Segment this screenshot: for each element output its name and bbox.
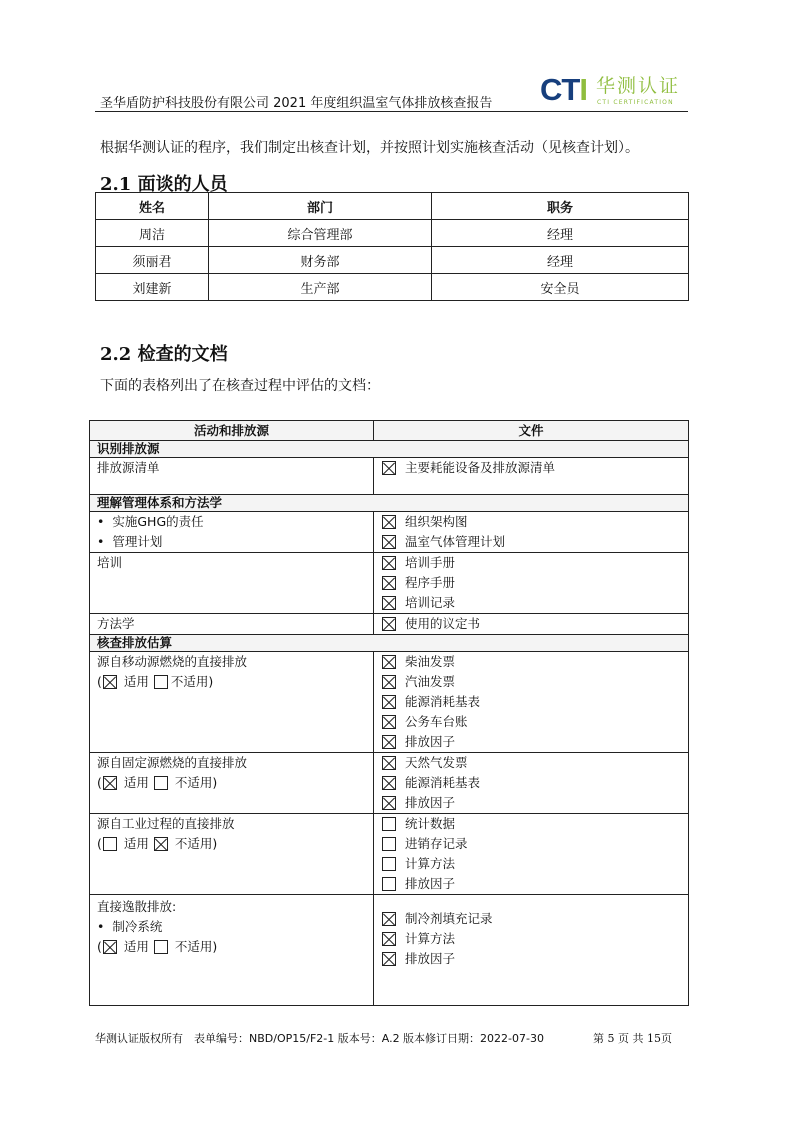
cti-logo [540,72,690,110]
doc-item: 柴油发票 [382,652,688,672]
doc-item: 排放因子 [382,732,688,752]
logo-cn-text: 华测认证 [596,75,681,97]
section-heading-documents: 2.2 检查的文档 [100,344,228,365]
doc-item: 排放因子 [382,874,688,894]
cell-dept: 生产部 [209,274,432,301]
doc-item: 培训记录 [382,593,688,613]
empty-box-icon [382,857,396,871]
table-header-row [90,421,689,441]
activity-label: 直接逸散排放: [97,899,177,914]
table-row [90,458,689,495]
cell-name: 须丽君 [96,247,209,274]
logo-en-text: CTI CERTIFICATION [597,99,674,106]
empty-box-icon [382,837,396,851]
doc-item: 温室气体管理计划 [382,532,688,552]
table-row [90,652,689,753]
activity-label: 源自固定源燃烧的直接排放 [97,755,248,770]
cell-name: 刘建新 [96,274,209,301]
checked-box-icon [382,655,396,669]
cell-dept: 综合管理部 [209,220,432,247]
empty-box-icon [382,817,396,831]
col-dept: 部门 [209,193,432,220]
activity-cell [90,753,374,814]
cell-role: 经理 [432,220,689,247]
table-row [90,614,689,635]
table-header-row [96,193,689,220]
empty-box-icon [154,940,168,954]
checked-box-icon [103,940,117,954]
doc-item: 能源消耗基表 [382,692,688,712]
section-row-identify: 识别排放源 [90,441,689,458]
activity-bullet: • 实施GHG的责任 [97,512,373,532]
doc-item: 进销存记录 [382,834,688,854]
doc-item: 汽油发票 [382,672,688,692]
table-row [96,274,689,301]
checked-box-icon [382,617,396,631]
footer-copyright: 华测认证版权所有 表单编号：NBD/OP15/F2-1 版本号：A.2 版本修订日期：2022-07-30 [95,1032,544,1045]
table-row [90,512,689,553]
applicability: ( 适用 不适用) [97,775,218,790]
checked-box-icon [382,576,396,590]
intro-paragraph: 根据华测认证的程序，我们制定出核查计划，并按照计划实施核查活动（见核查计划）。 [100,140,639,156]
activity-cell: 排放源清单 [90,458,374,495]
checked-box-icon [382,912,396,926]
interview-table [95,192,689,301]
docs-cell [374,652,689,753]
cell-role: 经理 [432,247,689,274]
activity-cell [90,652,374,753]
applicability: ( 适用 不适用) [97,939,218,954]
applicability: ( 适用 不适用) [97,836,218,851]
checked-box-icon [382,756,396,770]
docs-cell [374,614,689,635]
doc-item: 培训手册 [382,553,688,573]
checked-box-icon [382,596,396,610]
docs-cell [374,753,689,814]
checked-box-icon [382,461,396,475]
activity-cell [90,895,374,1006]
checked-box-icon [382,776,396,790]
checked-box-icon [382,952,396,966]
checked-box-icon [382,796,396,810]
checked-box-icon [103,675,117,689]
table-row [90,553,689,614]
section-heading-interviews: 2.1 面谈的人员 [100,174,228,195]
doc-item: 天然气发票 [382,753,688,773]
documents-table [89,420,689,1006]
activity-cell: 方法学 [90,614,374,635]
footer-page-number: 第 5 页 共 15页 [593,1032,672,1045]
doc-item: 组织架构图 [382,512,688,532]
cell-name: 周洁 [96,220,209,247]
empty-box-icon [154,776,168,790]
doc-item: 计算方法 [382,929,688,949]
docs-cell [374,553,689,614]
activity-cell [90,814,374,895]
activity-bullet: • 管理计划 [97,532,373,552]
activity-bullet: • 制冷系统 [97,917,373,937]
documents-subtitle: 下面的表格列出了在核查过程中评估的文档： [100,378,380,394]
checked-box-icon [154,837,168,851]
logo-cti-text: CTI [540,72,587,107]
doc-item: 使用的议定书 [382,614,688,634]
doc-item: 程序手册 [382,573,688,593]
checked-box-icon [382,932,396,946]
empty-box-icon [154,675,168,689]
applicability: ( 适用 不适用) [97,674,214,689]
header-title: 圣华盾防护科技股份有限公司 2021 年度组织温室气体排放核查报告 [100,96,493,111]
doc-item: 排放因子 [382,949,688,969]
table-row [90,895,689,1006]
activity-label: 源自工业过程的直接排放 [97,816,235,831]
docs-cell [374,458,689,495]
activity-label: 源自移动源燃烧的直接排放 [97,654,248,669]
checked-box-icon [382,715,396,729]
docs-cell [374,895,689,1006]
empty-box-icon [382,877,396,891]
doc-item: 公务车台账 [382,712,688,732]
section-row-understand: 理解管理体系和方法学 [90,495,689,512]
section-row-verify: 核查排放估算 [90,635,689,652]
table-row [90,753,689,814]
doc-item: 统计数据 [382,814,688,834]
checked-box-icon [382,735,396,749]
checked-box-icon [382,515,396,529]
col-role: 职务 [432,193,689,220]
col-name: 姓名 [96,193,209,220]
empty-box-icon [103,837,117,851]
doc-item: 排放因子 [382,793,688,813]
doc-item: 主要耗能设备及排放源清单 [382,458,688,478]
activity-cell: 培训 [90,553,374,614]
checked-box-icon [382,535,396,549]
docs-cell [374,512,689,553]
doc-item: 计算方法 [382,854,688,874]
activity-cell [90,512,374,553]
checked-box-icon [382,695,396,709]
cell-role: 安全员 [432,274,689,301]
checked-box-icon [103,776,117,790]
checked-box-icon [382,556,396,570]
checked-box-icon [382,675,396,689]
col-files: 文件 [374,421,689,441]
cell-dept: 财务部 [209,247,432,274]
table-row [90,814,689,895]
table-row [96,247,689,274]
docs-cell [374,814,689,895]
header-divider [95,111,688,112]
table-row [96,220,689,247]
doc-item: 能源消耗基表 [382,773,688,793]
doc-item: 制冷剂填充记录 [382,909,688,929]
col-activity: 活动和排放源 [90,421,374,441]
